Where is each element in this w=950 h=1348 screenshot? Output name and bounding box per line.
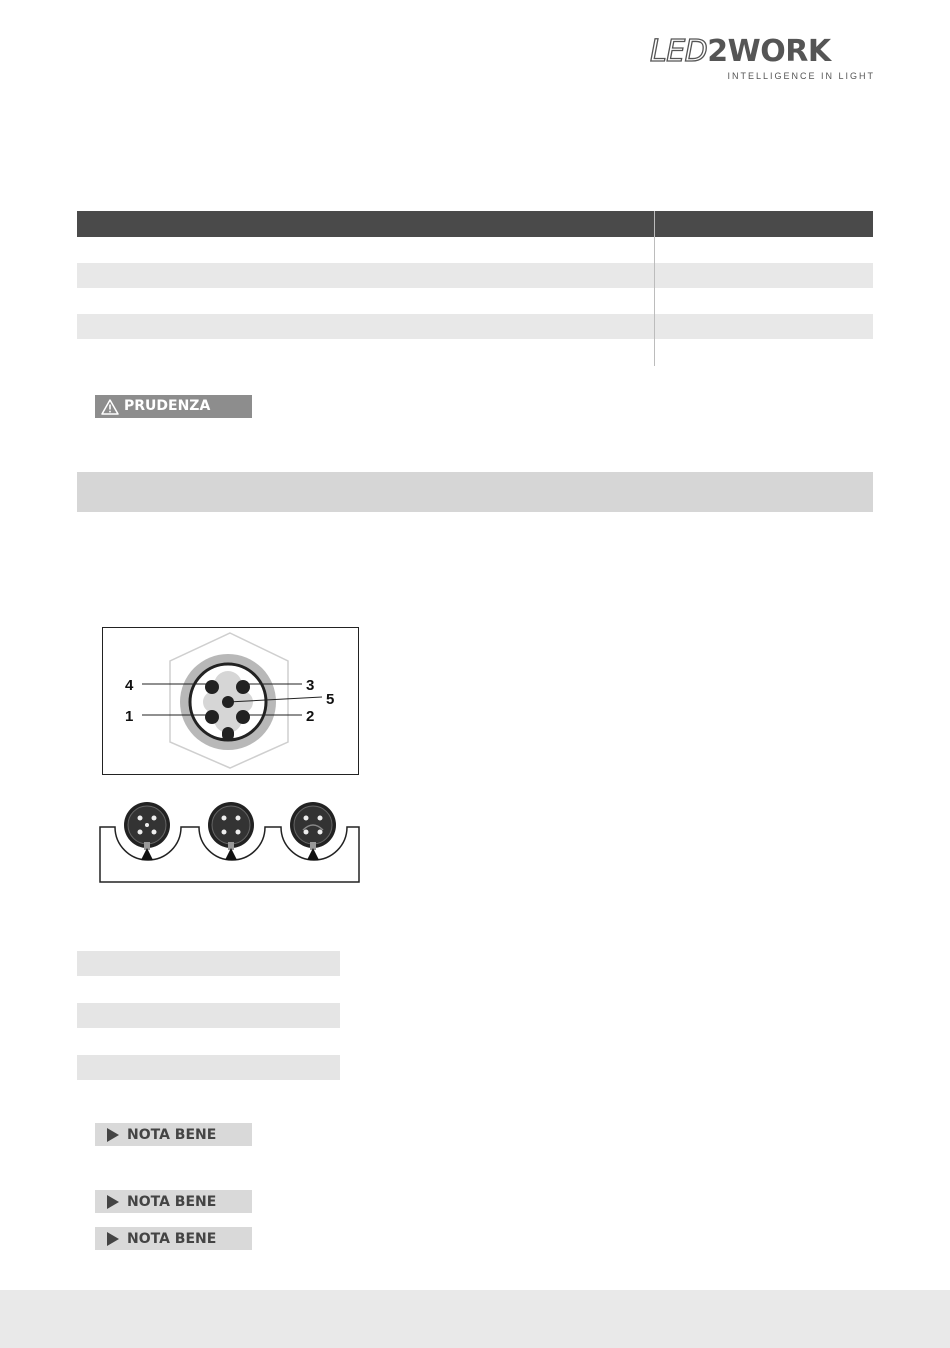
logo-tagline: INTELLIGENCE IN LIGHT <box>727 71 875 81</box>
play-triangle-icon <box>107 1232 119 1246</box>
play-triangle-icon <box>107 1195 119 1209</box>
coding-key <box>222 727 234 741</box>
nota-bene-badge <box>95 1227 252 1250</box>
table-column-divider <box>654 211 655 366</box>
pin-2 <box>236 710 250 724</box>
table-row <box>77 340 873 365</box>
section-header-bar <box>77 472 873 512</box>
nota-bene-label: NOTA BENE <box>127 1193 217 1210</box>
connector-variant-3 <box>290 802 336 860</box>
nota-bene-label: NOTA BENE <box>127 1230 217 1247</box>
nota-bene-label: NOTA BENE <box>127 1126 217 1143</box>
pin-label-1: 1 <box>125 708 134 725</box>
caution-badge <box>95 395 252 418</box>
logo-wordmark-2work: 2WORK <box>707 34 831 69</box>
pin-label-5: 5 <box>326 691 335 708</box>
logo-wordmark-led: LED <box>650 34 708 69</box>
page-footer <box>0 1290 950 1348</box>
orientation-arrow-icon <box>307 848 319 860</box>
connector-variant-2 <box>208 802 254 860</box>
connector-variant-1 <box>124 802 170 860</box>
pin-1 <box>205 710 219 724</box>
table-row <box>77 314 873 339</box>
table-row <box>77 263 873 288</box>
grey-field-2 <box>77 1003 340 1028</box>
pin-label-2: 2 <box>306 708 315 725</box>
table-header <box>77 211 873 237</box>
connector-variants-strip <box>99 800 361 886</box>
table-row <box>77 237 873 262</box>
warning-triangle-icon <box>101 399 119 415</box>
pin-label-4: 4 <box>125 677 134 694</box>
orientation-arrow-icon <box>225 848 237 860</box>
nota-bene-badge <box>95 1190 252 1213</box>
pin-4 <box>205 680 219 694</box>
play-triangle-icon <box>107 1128 119 1142</box>
orientation-arrow-icon <box>141 848 153 860</box>
grey-field-3 <box>77 1055 340 1080</box>
spec-table <box>77 211 873 366</box>
brand-logo <box>650 36 875 86</box>
grey-field-1 <box>77 951 340 976</box>
connector-pin-diagram <box>102 627 359 775</box>
table-row <box>77 289 873 314</box>
pin-label-3: 3 <box>306 677 315 694</box>
logo-wordmark <box>650 36 831 68</box>
pin-3 <box>236 680 250 694</box>
caution-label: PRUDENZA <box>124 398 211 414</box>
nota-bene-badge <box>95 1123 252 1146</box>
